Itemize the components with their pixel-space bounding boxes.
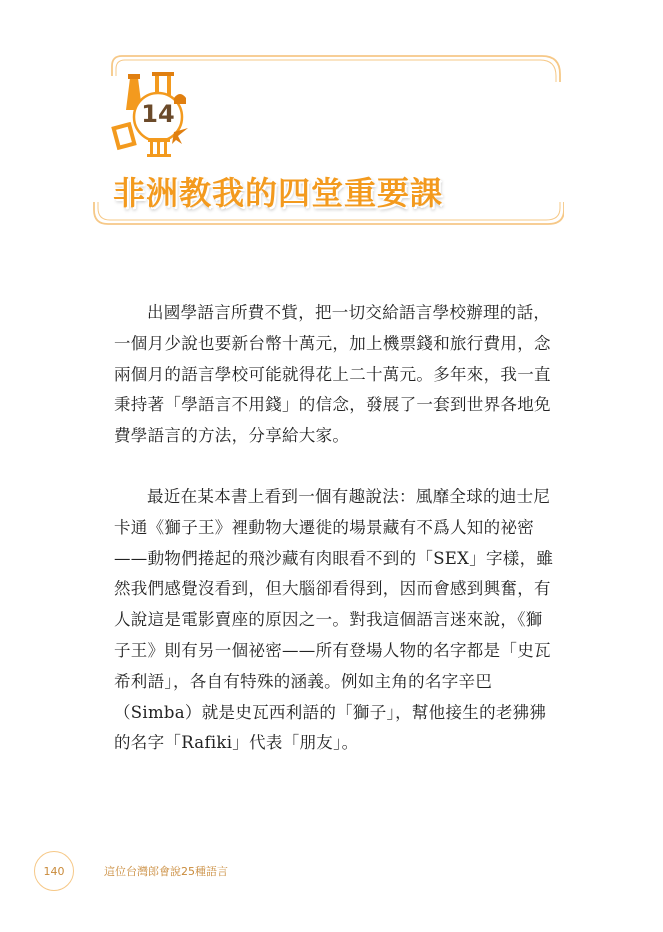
footer-book-title: 這位台灣郎會說25種語言: [104, 865, 228, 878]
chapter-number: 14: [141, 100, 175, 128]
paragraph: 最近在某本書上看到一個有趣說法：風靡全球的迪士尼卡通《獅子王》裡動物大遷徙的場景藏有不爲人知的祕密——動物們捲起的飛沙藏有肉眼看不到的「SEX」字樣，雖然我們感覺沒看到，但大腦卻看得到，因而會感到興奮，有人說這是電影賣座的原因之一。對我這個語言迷來說，《獅子王》則有另一個祕密——所有登場人物的名字都是「史瓦希利語」，各自有特殊的涵義。例如主角的名字辛巴（Simba）就是史瓦西利語的「獅子」，幫他接生的老狒狒的名字「Rafiki」代表「朋友」。: [114, 486, 554, 753]
paragraph: 出國學語言所費不貲，把一切交給語言學校辦理的話，一個月少說也要新台幣十萬元，加上機票錢和旅行費用，念兩個月的語言學校可能就得花上二十萬元。多年來，我一直秉持著「學語言不用錢」的信念，發展了一套到世界各地免費學語言的方法，分享給大家。: [114, 303, 551, 446]
body-text: [114, 298, 554, 759]
page-number: 140: [34, 851, 74, 891]
chapter-title: 非洲教我的四堂重要課: [113, 174, 444, 212]
